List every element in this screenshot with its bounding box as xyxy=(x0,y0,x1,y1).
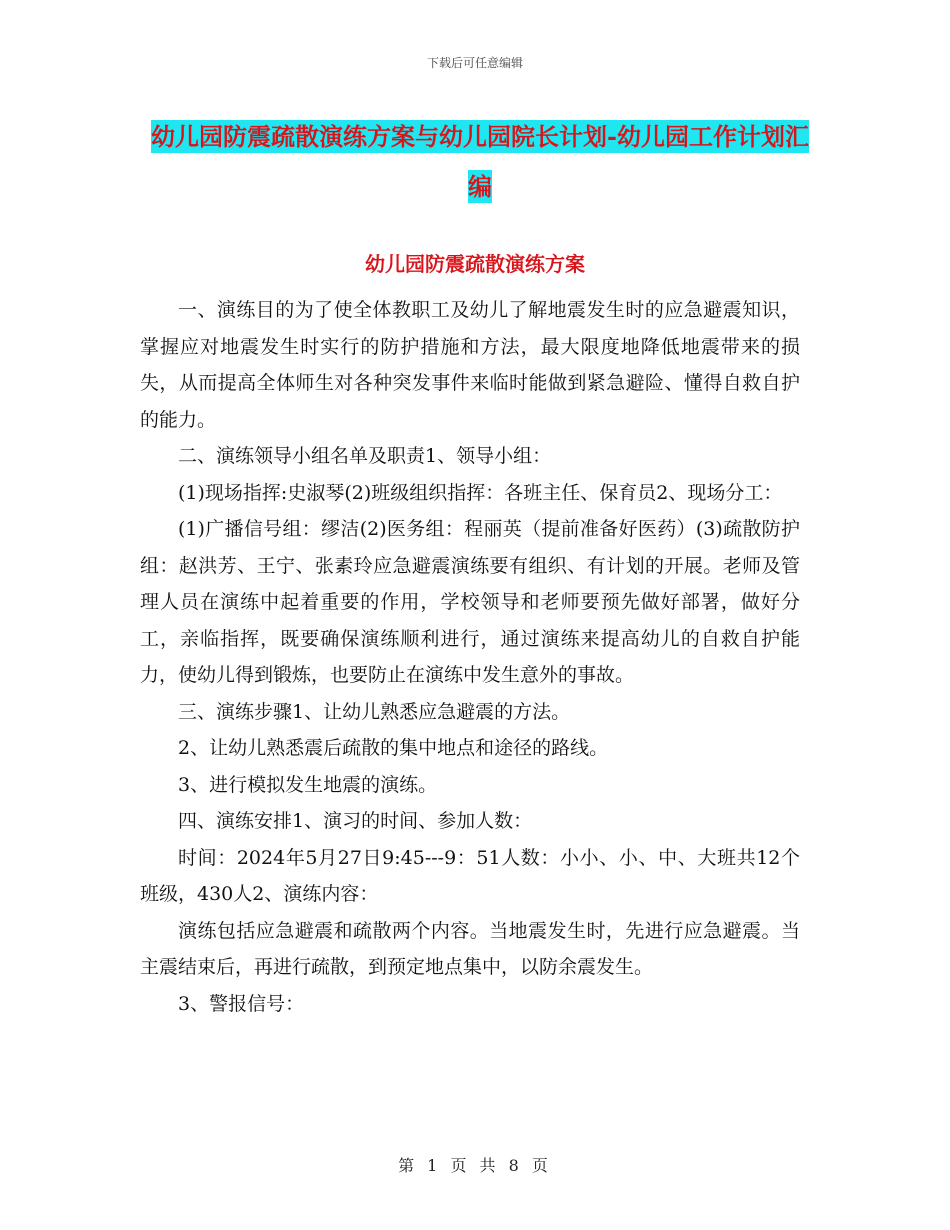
paragraph: 3、警报信号： xyxy=(178,992,305,1015)
paragraph: 时间：2024年5月27日9:45---9：51人数：小小、小、中、大班共12个班级，430人2、演练内容： xyxy=(140,846,800,905)
paragraph: 三、演练步骤1、让幼儿熟悉应急避震的方法。 xyxy=(178,700,571,723)
page-indicator: 第 1 页 共 8 页 xyxy=(398,1156,552,1175)
paragraph: 二、演练领导小组名单及职责1、领导小组： xyxy=(178,445,552,467)
paragraph: (1)现场指挥:史淑琴(2)班级组织指挥：各班主任、保育员2、现场分工： xyxy=(178,481,783,504)
paragraph: 四、演练安排1、演习的时间、参加人数： xyxy=(178,810,533,832)
paragraph: 一、演练目的为了使全体教职工及幼儿了解地震发生时的应急避震知识，掌握应对地震发生时实行的防护措施和方法，最大限度地降低地震带来的损失，从而提高全体师生对各种突发事件来临时能做到紧急避险、懂得自救自护的能力。 xyxy=(140,299,800,431)
header-note: 下载后可任意编辑 xyxy=(426,56,523,70)
paragraph: 2、让幼儿熟悉震后疏散的集中地点和途径的路线。 xyxy=(178,737,609,759)
section-title: 幼儿园防震疏散演练方案 xyxy=(365,252,585,276)
document-title xyxy=(140,112,820,212)
document-title-highlight: 幼儿园防震疏散演练方案与幼儿园院长计划-幼儿园工作计划汇编 xyxy=(151,122,809,201)
paragraph: 演练包括应急避震和疏散两个内容。当地震发生时，先进行应急避震。当主震结束后，再进行疏散，到预定地点集中，以防余震发生。 xyxy=(140,919,800,978)
paragraph: 3、进行模拟发生地震的演练。 xyxy=(178,773,438,796)
paragraph: (1)广播信号组：缪洁(2)医务组：程丽英（提前准备好医药）(3)疏散防护组：赵洪芳、王宁、张素玲应急避震演练要有组织、有计划的开展。老师及管理人员在演练中起着重要的作用，学校领导和老师要预先做好部署，做好分工，亲临指挥，既要确保演练顺利进行，通过演练来提高幼儿的自救自护能力，使幼儿得到锻炼，也要防止在演练中发生意外的事故。 xyxy=(140,518,800,686)
document-body xyxy=(140,292,800,1022)
